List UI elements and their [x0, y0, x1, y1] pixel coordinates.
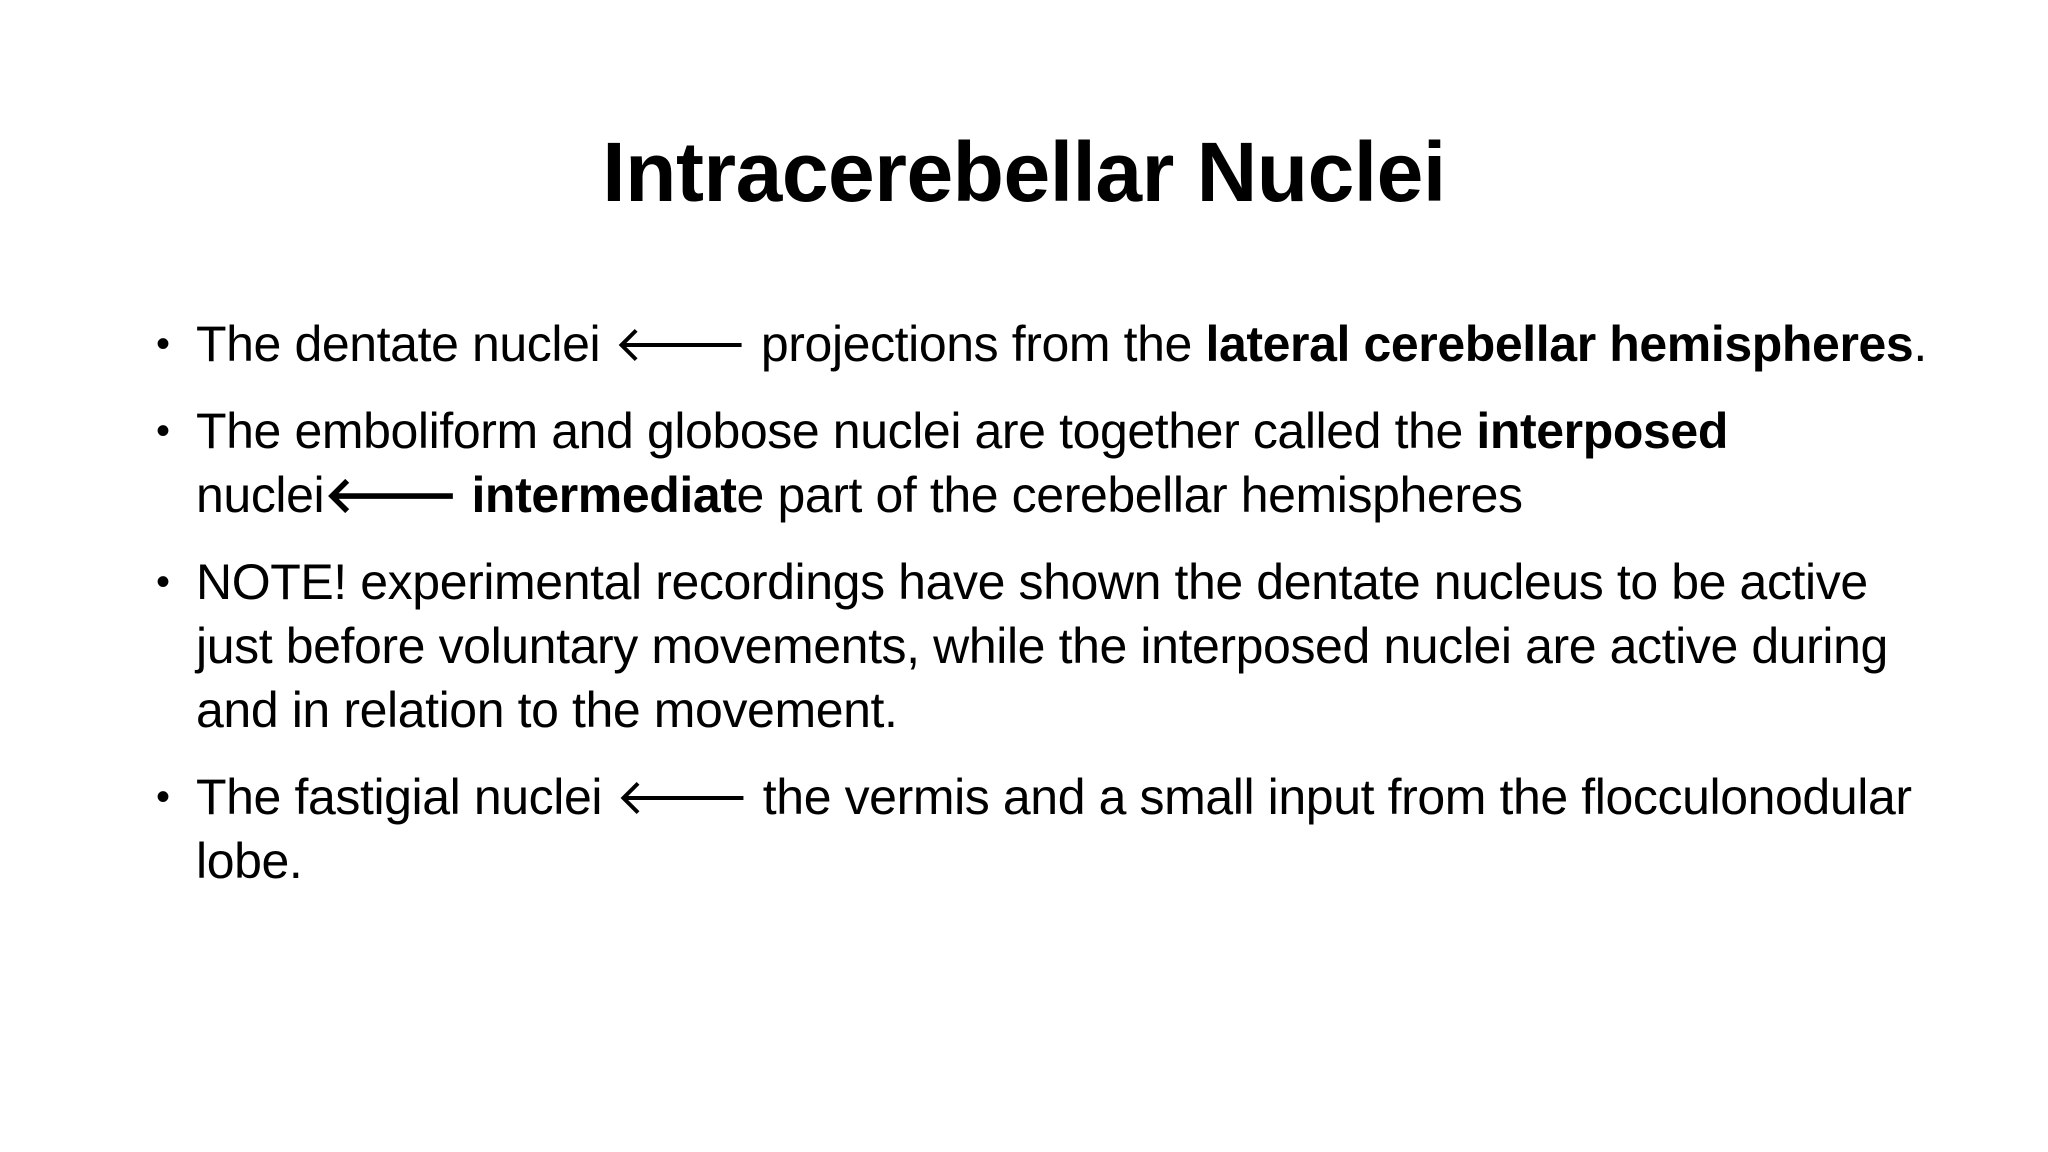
left-arrow-icon: 🡐	[324, 467, 458, 523]
bullet-item-fastigial	[150, 765, 1930, 893]
bullet-item-interposed	[150, 399, 1930, 527]
bullet-text: .	[1913, 316, 1927, 372]
bullet-text: The fastigial nuclei	[196, 769, 616, 825]
bullet-icon: •	[156, 775, 170, 819]
slide-title: Intracerebellar Nuclei	[602, 125, 1446, 219]
bold-term: lateral cerebellar hemispheres	[1205, 316, 1914, 372]
bullet-text: The dentate nuclei	[196, 316, 614, 372]
bullet-text	[458, 467, 472, 523]
bullet-text: nuclei	[196, 467, 325, 523]
bullet-item-dentate	[150, 312, 1930, 376]
bullet-list	[150, 312, 1930, 916]
bullet-text: the vermis and a small input from the flocculonodular lobe.	[196, 769, 1912, 889]
bullet-text: The emboliform and globose nuclei are together called the	[196, 403, 1477, 459]
bullet-icon: •	[156, 409, 170, 453]
bullet-text: e part of the cerebellar hemispheres	[736, 467, 1523, 523]
bullet-text: projections from the	[747, 316, 1206, 372]
bold-term: intermediat	[471, 467, 737, 523]
bullet-item-note	[150, 550, 1930, 742]
left-arrow-icon: 🡐	[613, 316, 748, 372]
left-arrow-icon: 🡐	[615, 769, 750, 825]
bullet-icon: •	[156, 560, 170, 604]
bold-term: interposed	[1476, 403, 1728, 459]
bullet-text: NOTE! experimental recordings have shown the dentate nucleus to be active just before voluntary movements, while the interposed nuclei are active during and in relation to the movement.	[196, 554, 1888, 738]
bullet-icon: •	[156, 322, 170, 366]
